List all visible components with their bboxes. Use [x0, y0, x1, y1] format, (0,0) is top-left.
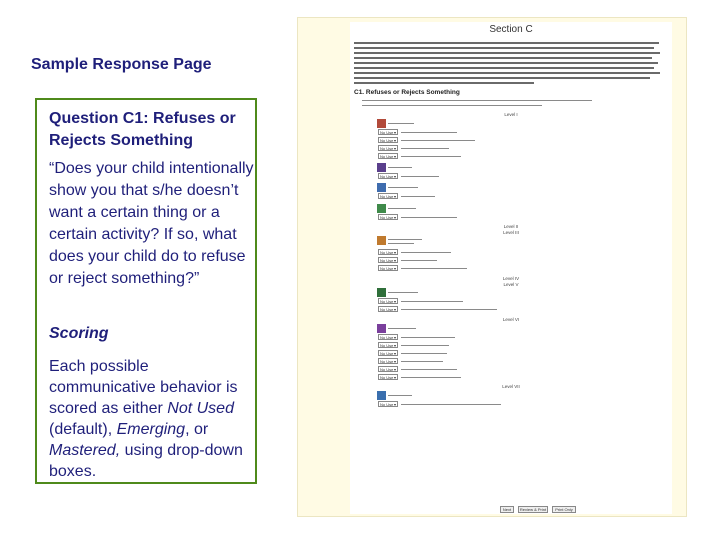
response-select[interactable]: No Use ▾	[378, 342, 398, 348]
response-select[interactable]: No Use ▾	[378, 137, 398, 143]
level-label: Level III	[503, 230, 519, 235]
behavior-line	[401, 345, 449, 346]
behavior-line	[401, 301, 463, 302]
behavior-line	[401, 361, 443, 362]
response-select[interactable]: No Use ▾	[378, 173, 398, 179]
behavior-line	[401, 353, 447, 354]
question-prompt-line	[362, 105, 542, 106]
response-select[interactable]: No Use ▾	[378, 249, 398, 255]
level-label: Level VII	[502, 384, 520, 389]
response-select[interactable]: No Use ▾	[378, 298, 398, 304]
category-label-line	[388, 395, 412, 396]
category-icon	[377, 163, 386, 172]
response-select[interactable]: No Use ▾	[378, 193, 398, 199]
level-label: Level V	[503, 282, 519, 287]
level-label: Level I	[504, 112, 518, 117]
behavior-line	[401, 132, 457, 133]
category-icon	[377, 391, 386, 400]
category-icon	[377, 119, 386, 128]
behavior-line	[401, 377, 461, 378]
section-title: Section C	[489, 24, 533, 35]
intro-text-line	[354, 72, 660, 74]
level-label: Level VI	[502, 317, 520, 322]
intro-text-line	[354, 57, 652, 59]
behavior-line	[401, 309, 497, 310]
category-label-line	[388, 243, 414, 244]
behavior-line	[401, 176, 439, 177]
category-icon	[377, 324, 386, 333]
response-select[interactable]: No Use ▾	[378, 145, 398, 151]
intro-text-line	[354, 77, 650, 79]
category-label-line	[388, 239, 422, 240]
print-only-button[interactable]: Print Only	[552, 506, 576, 513]
category-icon	[377, 236, 386, 245]
response-select[interactable]: No Use ▾	[378, 214, 398, 220]
behavior-line	[401, 140, 475, 141]
question-panel	[35, 98, 257, 484]
response-select[interactable]: No Use ▾	[378, 358, 398, 364]
intro-text-line	[354, 52, 660, 54]
intro-text-line	[354, 67, 654, 69]
sample-response-screenshot	[297, 17, 687, 517]
response-select[interactable]: No Use ▾	[378, 306, 398, 312]
response-select[interactable]: No Use ▾	[378, 257, 398, 263]
response-select[interactable]: No Use ▾	[378, 350, 398, 356]
next-button[interactable]: Next	[500, 506, 514, 513]
behavior-line	[401, 260, 437, 261]
response-select[interactable]: No Use ▾	[378, 129, 398, 135]
category-label-line	[388, 123, 414, 124]
response-select[interactable]: No Use ▾	[378, 265, 398, 271]
category-label-line	[388, 187, 418, 188]
intro-text-line	[354, 82, 534, 84]
level-label: Level IV	[502, 276, 520, 281]
response-select[interactable]: No Use ▾	[378, 374, 398, 380]
response-document	[350, 22, 672, 514]
response-select[interactable]: No Use ▾	[378, 334, 398, 340]
scoring-description: Each possible communicative behavior is scored as either Not Used (default), Emerging, or Mastered, using drop-down boxes.	[49, 358, 243, 480]
question-title: Question C1: Refuses or Rejects Something	[49, 110, 236, 149]
behavior-line	[401, 148, 449, 149]
category-label-line	[388, 208, 416, 209]
intro-text-line	[354, 42, 659, 44]
review-print-button[interactable]: Review & Print	[519, 507, 547, 512]
behavior-line	[401, 268, 467, 269]
response-select[interactable]: No Use ▾	[378, 401, 398, 407]
question-quote: “Does your child intentionally show you that s/he doesn’t want a certain thing or a certain activity? If so, what does your child do to refuse or reject something?”	[49, 160, 254, 287]
question-heading: C1. Refuses or Rejects Something	[354, 89, 460, 96]
behavior-line	[401, 217, 457, 218]
response-select[interactable]: No Use ▾	[378, 366, 398, 372]
category-icon	[377, 288, 386, 297]
category-icon	[377, 204, 386, 213]
category-icon	[377, 183, 386, 192]
slide-title: Sample Response Page	[31, 56, 212, 73]
option-mastered: Mastered,	[49, 442, 121, 459]
level-label: Level II	[503, 224, 519, 229]
scoring-heading: Scoring	[49, 325, 109, 342]
behavior-line	[401, 196, 435, 197]
category-label-line	[388, 292, 418, 293]
response-select[interactable]: No Use ▾	[378, 153, 398, 159]
option-not-used: Not Used	[167, 400, 234, 417]
intro-text-line	[354, 47, 654, 49]
behavior-line	[401, 404, 501, 405]
category-label-line	[388, 167, 412, 168]
behavior-line	[401, 337, 455, 338]
behavior-line	[401, 156, 461, 157]
question-prompt-line	[362, 100, 592, 101]
behavior-line	[401, 252, 451, 253]
behavior-line	[401, 369, 457, 370]
intro-text-line	[354, 62, 658, 64]
category-label-line	[388, 328, 416, 329]
option-emerging: Emerging	[116, 421, 186, 438]
